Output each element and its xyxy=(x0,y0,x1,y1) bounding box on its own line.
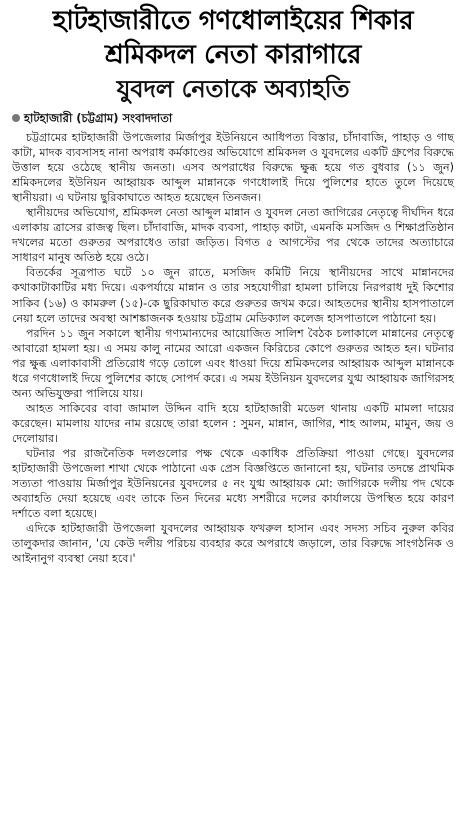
paragraph-4: পরদিন ১১ জুন সকালে স্থানীয় গণ্যমান্যদের আয়োজিত সালিশ বৈঠক চলাকালে মান্নানের নেতৃত্বে আবারো হামলা হয়। এ সময় কালু নামের আরো একজন কিরিচের কোপে গুরুতর আহত হন। ঘটনার পর ক্ষুব্ধ এলাকাবাসী প্রতিরোধ গড়ে তোলে এবং ধাওয়া দিয়ে শ্রমিকদলের আহ্বায়ক আব্দুল মান্নানকে ধরে গণধোলাই দিয়ে পুলিশের কাছে সোপর্দ করে। এ সময় ইউনিয়ন যুবদলের যুগ্ম আহ্বায়ক জাগিরসহ অন্য অভিযুক্তরা পালিয়ে যায়। xyxy=(12,326,454,400)
paragraph-3: বিতর্কের সূত্রপাত ঘটে ১০ জুন রাতে, মসজিদ কমিটি নিয়ে স্থানীয়দের সাথে মান্নানদের কথাকাটাকাটির মধ্য দিয়ে। একপর্যায়ে মান্নান ও তার সহযোগীরা হামলা চালিয়ে নিরপরাধ দুই কিশোর সাকিব (১৬) ও কামরুল (১৫)-কে ছুরিকাঘাত করে গুরুতর জখম করে। আহতদের স্থানীয় হাসপাতালে নেয়া হলে তাদের অবস্থা আশঙ্কাজনক হওয়ায় চট্টগ্রাম মেডিক্যাল কলেজ হাসপাতালে পাঠানো হয়। xyxy=(12,266,454,325)
headline-line-1: হাটহাজারীতে গণধোলাইয়ের শিকার xyxy=(52,6,414,36)
paragraph-1: চট্টগ্রামের হাটহাজারী উপজেলার মির্জাপুর ইউনিয়নে আধিপত্য বিস্তার, চাঁদাবাজি, পাহাড় ও গাছ কাটা, মাদক ব্যবসাসহ নানা অপরাধ কর্মকাণ্ডের অভিযোগে শ্রমিকদল ও যুবদলের একটি গ্রুপের বিরুদ্ধে উত্তাল হয়ে ওঠেছে স্থানীয় জনতা। এসব অপরাধের বিরুদ্ধে ক্ষুব্ধ হয়ে গত বুধবার (১১ জুন) শ্রমিকদলের ইউনিয়ন আহ্বায়ক আব্দুল মান্নানকে গণধোলাই দিয়ে পুলিশের হাতে তুলে দিয়েছে স্থানীয়রা। এ ঘটনায় ছুরিকাঘাতে আহত হয়েছেন তিনজন। xyxy=(12,131,454,205)
byline-text: হাটহাজারী (চট্টগ্রাম) সংবাদদাতা xyxy=(24,111,173,125)
article-body xyxy=(12,130,454,566)
subheadline: যুবদল নেতাকে অব্যাহতি xyxy=(116,75,350,103)
paragraph-2: স্থানীয়দের অভিযোগ, শ্রমিকদল নেতা আব্দুল মান্নান ও যুবদল নেতা জাগিরের নেতৃত্বে দীর্ঘদিন ধরে এলাকায় ত্রাসের রাজত্ব ছিল। চাঁদাবাজি, মাদক ব্যবসা, পাহাড় কাটা, এমনকি মসজিদ ও শিক্ষাপ্রতিষ্ঠান দখলের মতো গুরুতর অপরাধেও তারা জড়িত। বিগত ৫ আগস্টের পর থেকে তাদের অত্যাচারে সাধারণ মানুষ অতিষ্ঠ হয়ে ওঠে। xyxy=(12,206,454,265)
paragraph-6: ঘটনার পর রাজনৈতিক দলগুলোর পক্ষ থেকে একাধিক প্রতিক্রিয়া পাওয়া গেছে। যুবদলের হাটহাজারী উপজেলা শাখা থেকে পাঠানো এক প্রেস বিজ্ঞপ্তিতে জানানো হয়, ঘটনার তদন্তে প্রাথমিক সত্যতা পাওয়ায় মির্জাপুর ইউনিয়নের যুবদলের ৫ নং যুগ্ম আহ্বায়ক মো: জাগিরকে দলীয় পদ থেকে অব্যাহতি দেয়া হয়েছে এবং তাকে তিন দিনের মধ্যে সশরীরে দলের কার্যালয়ে উপস্থিত হয়ে কারণ দর্শাতে বলা হয়েছে। xyxy=(12,446,454,521)
headline-line-2: শ্রমিকদল নেতা কারাগারে xyxy=(104,40,362,70)
paragraph-5: আহত সাকিবের বাবা জামাল উদ্দিন বাদি হয়ে হাটহাজারী মডেল থানায় একটি মামলা দায়ের করেছেন। মামলায় যাদের নাম রয়েছে তারা হলেন : সুমন, মান্নান, জাগির, শাহ আলম, মামুন, জয় ও দেলোয়ার। xyxy=(12,401,454,445)
byline xyxy=(12,110,454,126)
bullet-icon xyxy=(12,114,20,122)
paragraph-7: এদিকে হাটহাজারী উপজেলা যুবদলের আহ্বায়ক ফখরুল হাসান এবং সদস্য সচিব নুরুল কবির তালুকদার জানান, 'যে কেউ দলীয় পরিচয় ব্যবহার করে অপরাধে জড়ালে, তার বিরুদ্ধে সাংগঠনিক ও আইনানুগ ব্যবস্থা নেয়া হবে।' xyxy=(12,522,454,566)
